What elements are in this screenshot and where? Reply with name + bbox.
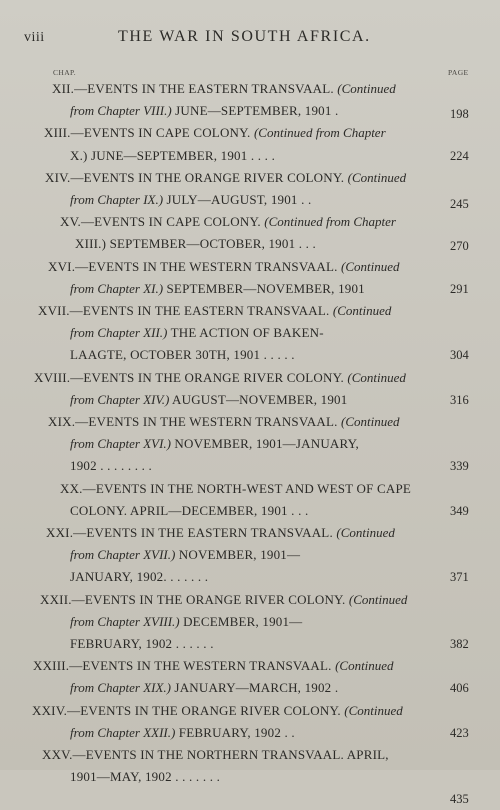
italic-segment: (Continued bbox=[335, 658, 394, 674]
italic-segment: (Continued from Chapter bbox=[253, 125, 386, 141]
page-number: 316 bbox=[450, 392, 469, 407]
page-folio: viii bbox=[24, 30, 45, 45]
toc-entry bbox=[0, 78, 500, 122]
smallcaps-segment: SEPTEMBER—OCTOBER, 1901 . . . bbox=[106, 236, 316, 252]
page-number: 349 bbox=[450, 503, 469, 518]
smallcaps-segment: LAAGTE, OCTOBER 30TH, 1901 . . . . . bbox=[70, 347, 295, 363]
smallcaps-segment: JANUARY—MARCH, 1902 . bbox=[170, 680, 339, 696]
page-number: 224 bbox=[450, 148, 469, 163]
smallcaps-segment: 1902 . . . . . . . . bbox=[70, 458, 152, 474]
smallcaps-segment: COLONY. APRIL—DECEMBER, 1901 . . . bbox=[70, 502, 309, 518]
italic-segment: from Chapter XVI.) bbox=[70, 436, 171, 452]
toc-entry bbox=[0, 300, 500, 367]
page-number: 270 bbox=[450, 239, 469, 254]
page-number: 198 bbox=[450, 107, 469, 122]
entry-first-line bbox=[48, 256, 400, 278]
italic-segment: from Chapter XVIII.) bbox=[70, 613, 180, 629]
page-number: 371 bbox=[450, 570, 469, 585]
italic-segment: from Chapter XVII.) bbox=[70, 547, 176, 563]
italic-segment: (Continued from Chapter bbox=[264, 214, 396, 230]
italic-segment: from Chapter VIII.) bbox=[70, 103, 172, 119]
smallcaps-segment: JANUARY, 1902. . . . . . . bbox=[70, 569, 209, 585]
entry-continuation-line bbox=[70, 322, 324, 344]
entry-continuation-line bbox=[70, 633, 214, 655]
toc-entry bbox=[0, 411, 500, 478]
entry-first-line bbox=[40, 589, 407, 611]
page-number: 291 bbox=[450, 281, 469, 296]
entry-continuation-line bbox=[70, 766, 220, 788]
running-title: THE WAR IN SOUTH AFRICA. bbox=[118, 28, 371, 45]
entry-first-line bbox=[38, 300, 391, 322]
page-number: 435 bbox=[450, 792, 469, 807]
toc-entry bbox=[0, 211, 500, 255]
entry-first-line bbox=[42, 744, 389, 766]
entry-first-line bbox=[32, 700, 403, 722]
entry-continuation-line bbox=[70, 722, 295, 744]
entry-continuation-line bbox=[70, 677, 338, 699]
italic-segment: (Continued bbox=[336, 524, 395, 540]
smallcaps-segment: X.) bbox=[70, 147, 88, 163]
entry-continuation-line bbox=[70, 145, 275, 167]
italic-segment: (Continued bbox=[341, 258, 400, 274]
page-column-heading: PAGE bbox=[448, 68, 469, 77]
page-number: 423 bbox=[450, 725, 469, 740]
smallcaps-segment: XXV.—EVENTS IN THE NORTHERN TRANSVAAL. APRIL, bbox=[42, 746, 389, 762]
smallcaps-segment: XXIII.—EVENTS IN THE WESTERN TRANSVAAL. bbox=[33, 658, 336, 674]
italic-segment: (Continued bbox=[347, 169, 407, 185]
entry-first-line bbox=[60, 211, 396, 233]
toc-entry bbox=[0, 256, 500, 300]
toc-entry bbox=[0, 655, 500, 699]
smallcaps-segment: XVI.—EVENTS IN THE WESTERN TRANSVAAL. bbox=[48, 258, 341, 274]
entry-first-line bbox=[60, 478, 411, 500]
italic-segment: (Continued bbox=[341, 413, 400, 429]
toc-entry bbox=[0, 122, 500, 166]
smallcaps-segment: AUGUST—NOVEMBER, 1901 bbox=[169, 391, 348, 407]
smallcaps-segment: XXIV.—EVENTS IN THE ORANGE RIVER COLONY. bbox=[32, 702, 345, 718]
italic-segment: (Continued bbox=[348, 591, 408, 607]
smallcaps-segment: XIX.—EVENTS IN THE WESTERN TRANSVAAL. bbox=[48, 413, 341, 429]
smallcaps-segment: XII.—EVENTS IN THE EASTERN TRANSVAAL. bbox=[52, 81, 338, 96]
italic-segment: from Chapter XII.) bbox=[70, 325, 168, 341]
smallcaps-segment: THE ACTION OF BAKEN- bbox=[167, 325, 324, 341]
page-number: 406 bbox=[450, 681, 469, 696]
page-number: 304 bbox=[450, 348, 469, 363]
entry-continuation-line bbox=[70, 544, 300, 566]
toc-entry bbox=[0, 744, 500, 807]
smallcaps-segment: 1901—MAY, 1902 . . . . . . . bbox=[70, 769, 221, 785]
smallcaps-segment: XIV.—EVENTS IN THE ORANGE RIVER COLONY. bbox=[45, 169, 348, 185]
entry-continuation-line bbox=[70, 389, 347, 411]
smallcaps-segment: SEPTEMBER—NOVEMBER, 1901 bbox=[163, 280, 365, 296]
smallcaps-segment: XVIII.—EVENTS IN THE ORANGE RIVER COLONY. bbox=[34, 369, 348, 385]
italic-segment: from Chapter XXII.) bbox=[70, 724, 176, 740]
italic-segment: from Chapter XIV.) bbox=[70, 391, 170, 407]
entry-continuation-line bbox=[70, 566, 208, 588]
italic-segment: from Chapter XI.) bbox=[70, 280, 164, 296]
entry-first-line bbox=[44, 122, 386, 144]
smallcaps-segment: XV.—EVENTS IN CAPE COLONY. bbox=[60, 214, 265, 230]
smallcaps-segment: JULY—AUGUST, 1901 . . bbox=[163, 191, 312, 207]
entry-continuation-line bbox=[75, 233, 316, 255]
smallcaps-segment: XIII.—EVENTS IN CAPE COLONY. bbox=[44, 125, 254, 141]
entry-first-line bbox=[52, 78, 396, 100]
entry-first-line bbox=[34, 367, 406, 389]
entry-first-line bbox=[45, 167, 406, 189]
smallcaps-segment: XIII.) bbox=[75, 236, 107, 252]
italic-segment: (Continued bbox=[344, 702, 403, 718]
toc-entry bbox=[0, 522, 500, 589]
entry-continuation-line bbox=[70, 278, 365, 300]
smallcaps-segment: XXII.—EVENTS IN THE ORANGE RIVER COLONY. bbox=[40, 591, 349, 607]
smallcaps-segment: FEBRUARY, 1902 . . bbox=[175, 724, 295, 740]
toc-entry bbox=[0, 167, 500, 211]
entry-continuation-line bbox=[70, 433, 359, 455]
page-number: 339 bbox=[450, 459, 469, 474]
toc-entry bbox=[0, 478, 500, 522]
page-number: 245 bbox=[450, 196, 469, 211]
smallcaps-segment: NOVEMBER, 1901— bbox=[175, 547, 301, 563]
entry-first-line bbox=[46, 522, 395, 544]
italic-segment: from Chapter XIX.) bbox=[70, 680, 171, 696]
entry-continuation-line bbox=[70, 455, 152, 477]
smallcaps-segment: XXI.—EVENTS IN THE EASTERN TRANSVAAL. bbox=[46, 524, 337, 540]
toc-entry bbox=[0, 700, 500, 744]
table-of-contents bbox=[0, 78, 500, 807]
smallcaps-segment: XVII.—EVENTS IN THE EASTERN TRANSVAAL. bbox=[38, 302, 333, 318]
entry-first-line bbox=[48, 411, 400, 433]
toc-entry bbox=[0, 367, 500, 411]
smallcaps-segment: JUNE—SEPTEMBER, 1901 . . . . bbox=[87, 147, 276, 163]
entry-continuation-line bbox=[70, 500, 308, 522]
entry-continuation-line bbox=[70, 189, 311, 211]
smallcaps-segment: NOVEMBER, 1901—JANUARY, bbox=[170, 436, 360, 452]
italic-segment: (Continued bbox=[332, 302, 392, 318]
smallcaps-segment: DECEMBER, 1901— bbox=[179, 613, 303, 629]
chapter-column-heading: CHAP. bbox=[53, 68, 77, 77]
page-number: 382 bbox=[450, 636, 469, 651]
entry-continuation-line bbox=[70, 344, 295, 366]
entry-continuation-line bbox=[70, 100, 338, 122]
smallcaps-segment: XX.—EVENTS IN THE NORTH-WEST AND WEST OF CAPE bbox=[60, 480, 412, 496]
italic-segment: (Continued bbox=[347, 369, 406, 385]
entry-continuation-line bbox=[70, 611, 302, 633]
toc-entry bbox=[0, 589, 500, 656]
smallcaps-segment: FEBRUARY, 1902 . . . . . . bbox=[70, 635, 214, 651]
italic-segment: from Chapter IX.) bbox=[70, 191, 164, 207]
smallcaps-segment: JUNE—SEPTEMBER, 1901 . bbox=[171, 103, 339, 119]
page-header bbox=[0, 28, 500, 50]
entry-first-line bbox=[33, 655, 394, 677]
italic-segment: (Continued bbox=[337, 81, 396, 96]
